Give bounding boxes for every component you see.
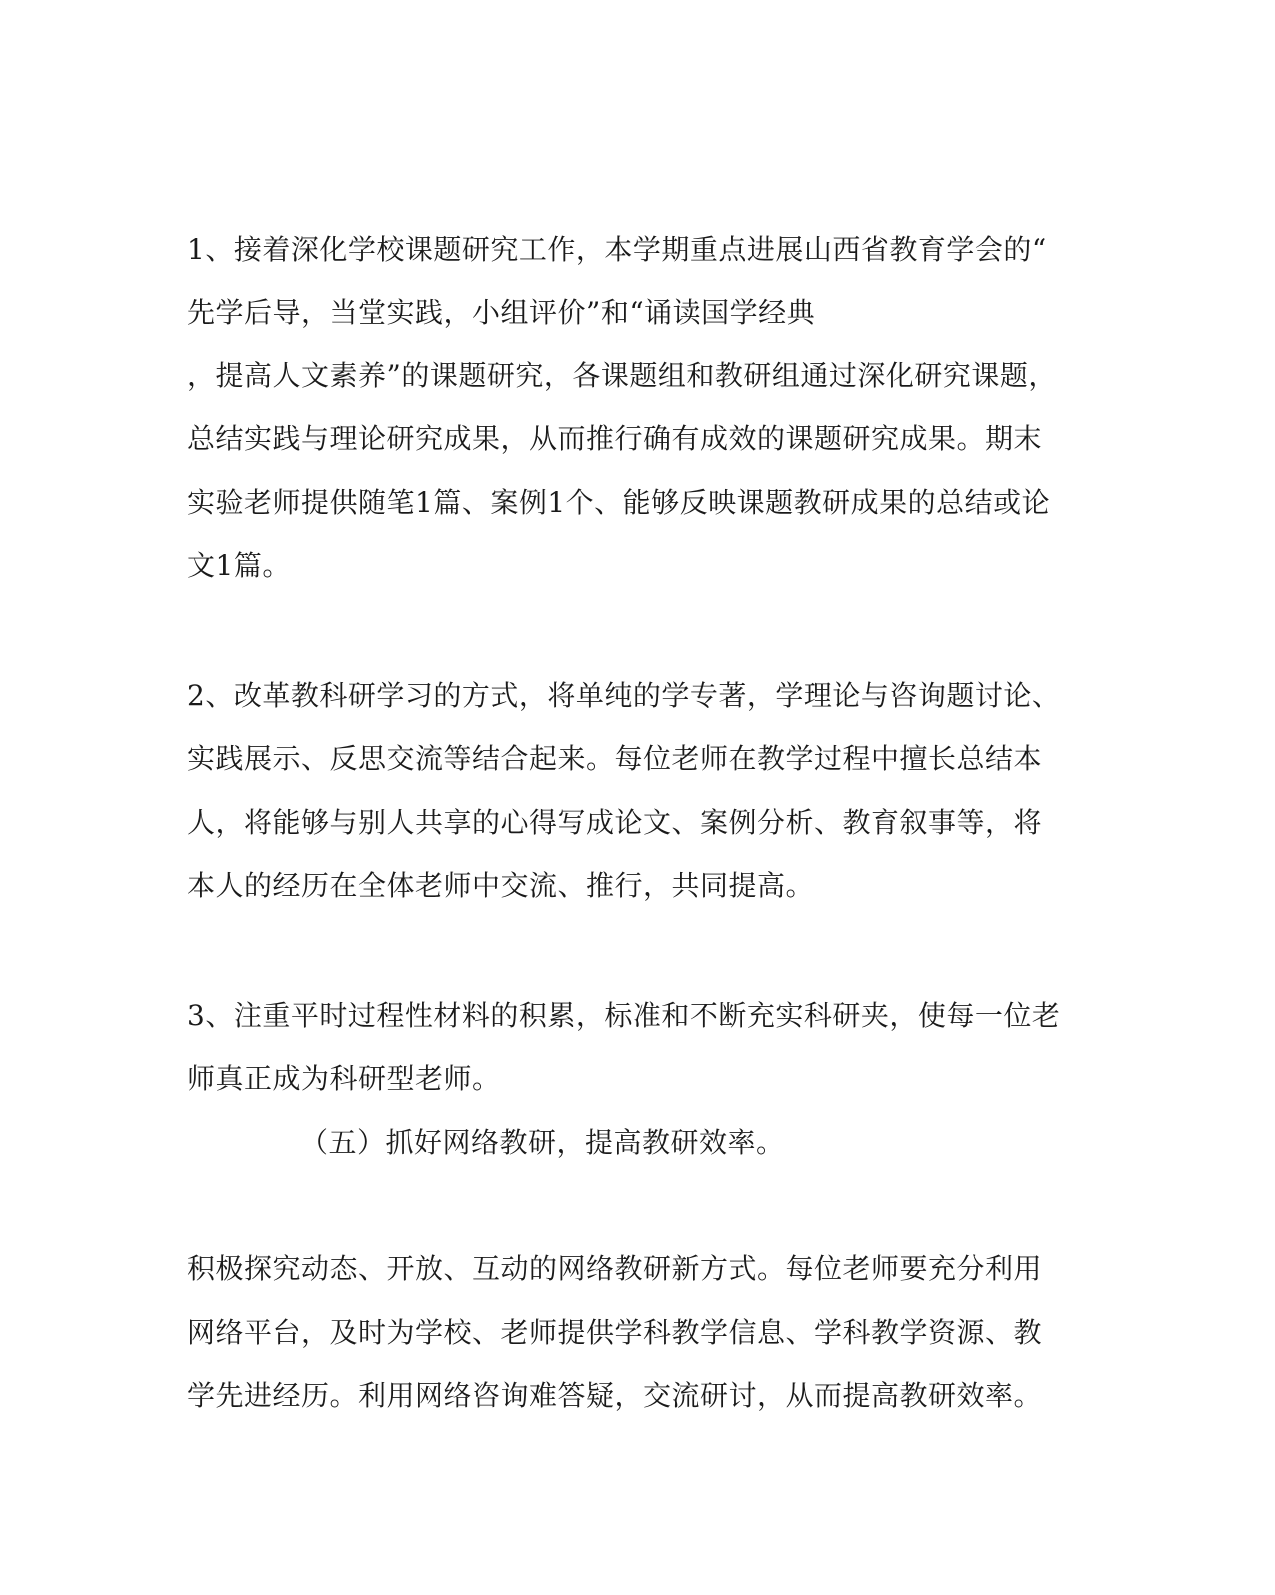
paragraph-1-line-4: 总结实践与理论研究成果，从而推行确有成效的课题研究成果。期末 (187, 422, 1043, 455)
paragraph-3-line-2: 师真正成为科研型老师。 (187, 1062, 501, 1095)
paragraph-2-line-4: 本人的经历在全体老师中交流、推行，共同提高。 (187, 869, 815, 902)
paragraph-5-line-1: 积极探究动态、开放、互动的网络教研新方式。每位老师要充分利用 (187, 1252, 1043, 1285)
paragraph-2-line-2: 实践展示、反思交流等结合起来。每位老师在教学过程中擅长总结本 (187, 742, 1043, 775)
paragraph-3-line-1: 3、注重平时过程性材料的积累，标准和不断充实科研夹，使每一位老 (187, 999, 1061, 1032)
paragraph-5-line-3: 学先进经历。利用网络咨询难答疑，交流研讨，从而提高教研效率。 (187, 1379, 1043, 1412)
paragraph-1-line-5: 实验老师提供随笔1篇、案例1个、能够反映课题教研成果的总结或论 (187, 486, 1051, 519)
paragraph-2-line-3: 人，将能够与别人共享的心得写成论文、案例分析、教育叙事等，将 (187, 806, 1043, 839)
paragraph-1-line-2: 先学后导，当堂实践，小组评价”和“诵读国学经典 (187, 296, 816, 329)
paragraph-1-line-6: 文1篇。 (187, 549, 291, 582)
section-heading: （五）抓好网络教研，提高教研效率。 (300, 1126, 785, 1159)
paragraph-1-line-3: ，提高人文素养”的课题研究，各课题组和教研组通过深化研究课题， (187, 359, 1057, 392)
paragraph-5-line-2: 网络平台，及时为学校、老师提供学科教学信息、学科教学资源、教 (187, 1316, 1043, 1349)
paragraph-1-line-1: 1、接着深化学校课题研究工作，本学期重点进展山西省教育学会的“ (187, 233, 1047, 266)
paragraph-2-line-1: 2、改革教科研学习的方式，将单纯的学专著，学理论与咨询题讨论、 (187, 679, 1061, 712)
